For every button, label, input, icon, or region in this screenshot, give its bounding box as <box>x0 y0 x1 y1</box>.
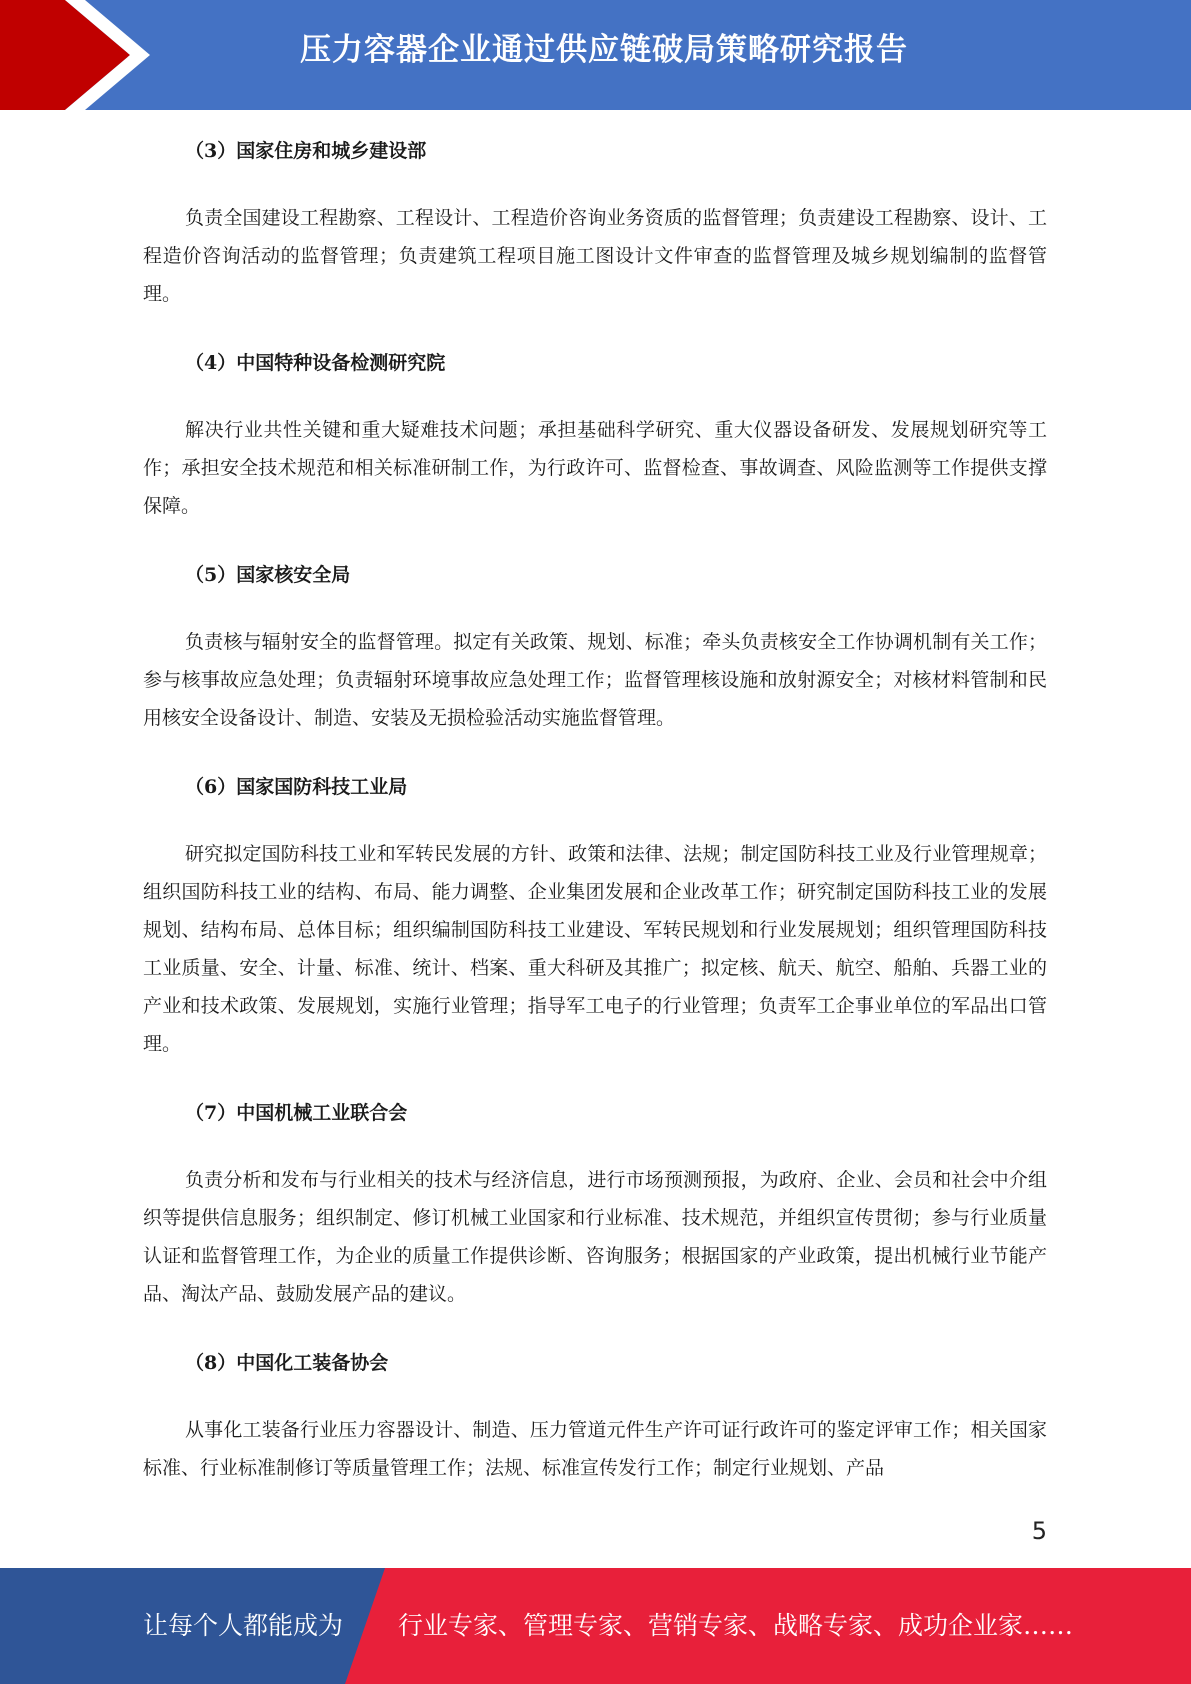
section-paragraph: 从事化工装备行业压力容器设计、制造、压力管道元件生产许可证行政许可的鉴定评审工作；相关国家标准、行业标准制修订等质量管理工作；法规、标准宣传发行工作；制定行业规划、产品 <box>143 1419 1047 1479</box>
page-footer <box>0 1568 1191 1684</box>
page-number: 5 <box>1031 1517 1047 1545</box>
section-heading: （6）国家国防科技工业局 <box>185 776 408 798</box>
report-title: 压力容器企业通过供应链破局策略研究报告 <box>300 32 908 68</box>
section-paragraph: 研究拟定国防科技工业和军转民发展的方针、政策和法律、法规；制定国防科技工业及行业管理规章；组织国防科技工业的结构、布局、能力调整、企业集团发展和企业改革工作；研究制定国防科技工业的发展规划、结构布局、总体目标；组织编制国防科技工业建设、军转民规划和行业发展规划；组织管理国防科技工业质量、安全、计量、标准、统计、档案、重大科研及其推广；拟定核、航天、航空、船舶、兵器工业的产业和技术政策、发展规划，实施行业管理；指导军工电子的行业管理；负责军工企事业单位的军品出口管理。 <box>143 843 1047 1055</box>
section-heading: （3）国家住房和城乡建设部 <box>185 140 427 162</box>
red-chevron-icon <box>0 0 160 110</box>
section-heading: （5）国家核安全局 <box>185 564 351 586</box>
footer-slogan-right: 行业专家、管理专家、营销专家、战略专家、成功企业家…… <box>398 1611 1074 1640</box>
section-heading: （7）中国机械工业联合会 <box>185 1102 408 1124</box>
footer-slogan-left: 让每个人都能成为 <box>143 1611 344 1640</box>
section-paragraph: 负责分析和发布与行业相关的技术与经济信息，进行市场预测预报，为政府、企业、会员和社会中介组织等提供信息服务；组织制定、修订机械工业国家和行业标准、技术规范，并组织宣传贯彻；参与行业质量认证和监督管理工作，为企业的质量工作提供诊断、咨询服务；根据国家的产业政策，提出机械行业节能产品、淘汰产品、鼓励发展产品的建议。 <box>143 1169 1047 1305</box>
document-body <box>143 131 1047 1517</box>
page-header <box>0 0 1191 110</box>
section-heading: （8）中国化工装备协会 <box>185 1352 389 1374</box>
section-paragraph: 解决行业共性关键和重大疑难技术问题；承担基础科学研究、重大仪器设备研发、发展规划研究等工作；承担安全技术规范和相关标准研制工作，为行政许可、监督检查、事故调查、风险监测等工作提供支撑保障。 <box>143 419 1047 517</box>
section-paragraph: 负责核与辐射安全的监督管理。拟定有关政策、规划、标准；牵头负责核安全工作协调机制有关工作；参与核事故应急处理；负责辐射环境事故应急处理工作；监督管理核设施和放射源安全；对核材料管制和民用核安全设备设计、制造、安装及无损检验活动实施监督管理。 <box>143 631 1047 729</box>
section-heading: （4）中国特种设备检测研究院 <box>185 352 446 374</box>
section-paragraph: 负责全国建设工程勘察、工程设计、工程造价咨询业务资质的监督管理；负责建设工程勘察、设计、工程造价咨询活动的监督管理；负责建筑工程项目施工图设计文件审查的监督管理及城乡规划编制的监督管理。 <box>143 207 1047 305</box>
